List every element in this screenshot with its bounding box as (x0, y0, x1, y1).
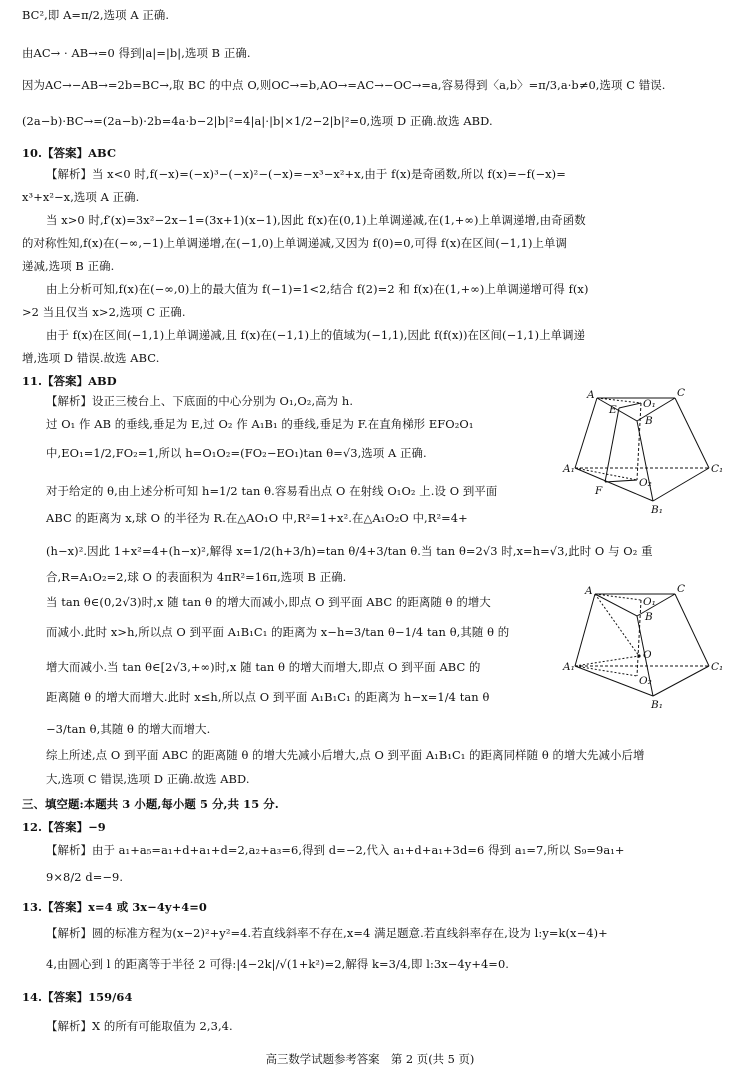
label-O2: O₂ (639, 675, 652, 687)
label-C: C (677, 583, 686, 595)
label-O1: O₁ (643, 398, 656, 410)
text-line: 合,R=A₁O₂=2,球 O 的表面积为 4πR²=16π,选项 B 正确. (46, 570, 347, 584)
label-O1: O₁ (643, 596, 656, 608)
text-line: 由于 f(x)在区间(−1,1)上单调递减,且 f(x)在(−1,1)上的值域为(−1,1),因此 f(f(x))在区间(−1,1)上单调递 (46, 328, 586, 342)
label-C1: C₁ (711, 661, 724, 673)
label-B1: B₁ (651, 699, 663, 711)
question-11-answer: 11.【答案】ABD (22, 374, 117, 388)
label-A1: A₁ (563, 463, 575, 475)
label-A: A (587, 389, 595, 401)
frustum-diagram-1 (565, 388, 725, 518)
label-O: O (643, 649, 652, 661)
question-14-answer: 14.【答案】159/64 (22, 990, 133, 1004)
text-line: (h−x)².因此 1+x²=4+(h−x)²,解得 x=1/2(h+3/h)=tan θ/4+3/tan θ.当 tan θ=2√3 时,x=h=√3,此时 O 与 O₂ 重 (46, 544, 653, 558)
page-footer: 高三数学试题参考答案 第 2 页(共 5 页) (265, 1052, 475, 1066)
text-line: 过 O₁ 作 AB 的垂线,垂足为 E,过 O₂ 作 A₁B₁ 的垂线,垂足为 F.在直角梯形 EFO₂O₁ (46, 417, 474, 431)
text-line: ABC 的距离为 x,球 O 的半径为 R.在△AO₁O 中,R²=1+x².在△A₁O₂O 中,R²=4+ (46, 511, 468, 525)
question-10-answer: 10.【答案】ABC (22, 146, 117, 160)
text-line: 【解析】当 x<0 时,f(−x)=(−x)³−(−x)²−(−x)=−x³−x²+x,由于 f(x)是奇函数,所以 f(x)=−f(−x)= (46, 167, 566, 181)
label-C: C (677, 387, 686, 399)
text-line: 9×8/2 d=−9. (46, 870, 124, 884)
text-line: 对于给定的 θ,由上述分析可知 h=1/2 tan θ.容易看出点 O 在射线 O₁O₂ 上.设 O 到平面 (46, 484, 498, 498)
text-line: BC²,即 A=π/2,选项 A 正确. (22, 8, 170, 22)
label-F: F (595, 485, 603, 497)
text-line: 【解析】X 的所有可能取值为 2,3,4. (46, 1019, 233, 1033)
text-line: 由AC→ · AB→=0 得到|a|=|b|,选项 B 正确. (22, 46, 251, 60)
text-line: 【解析】设正三棱台上、下底面的中心分别为 O₁,O₂,高为 h. (46, 394, 354, 408)
label-B: B (645, 611, 653, 623)
text-line: (2a−b)·BC→=(2a−b)·2b=4a·b−2|b|²=4|a|·|b|×1/2−2|b|²=0,选项 D 正确.故选 ABD. (22, 114, 493, 128)
text-line: 4,由圆心到 l 的距离等于半径 2 可得:|4−2k|/√(1+k²)=2,解得 k=3/4,即 l:3x−4y+4=0. (46, 957, 510, 971)
label-C1: C₁ (711, 463, 724, 475)
text-line: 当 x>0 时,f′(x)=3x²−2x−1=(3x+1)(x−1),因此 f(x)在(0,1)上单调递减,在(1,+∞)上单调递增,由奇函数 (46, 213, 586, 227)
question-13-answer: 13.【答案】x=4 或 3x−4y+4=0 (22, 900, 207, 914)
label-B: B (645, 415, 653, 427)
section-heading: 三、填空题:本题共 3 小题,每小题 5 分,共 15 分. (22, 797, 279, 811)
text-line: x³+x²−x,选项 A 正确. (22, 190, 140, 204)
label-A: A (585, 585, 593, 597)
label-A1: A₁ (563, 661, 575, 673)
text-line: 中,EO₁=1/2,FO₂=1,所以 h=O₁O₂=(FO₂−EO₁)tan θ=√3,选项 A 正确. (46, 446, 427, 460)
text-line: 递减,选项 B 正确. (22, 259, 115, 273)
text-line: 增,选项 D 错误.故选 ABC. (22, 351, 160, 365)
label-O2: O₂ (639, 477, 652, 489)
text-line: 当 tan θ∈(0,2√3)时,x 随 tan θ 的增大而减小,即点 O 到平面 ABC 的距离随 θ 的增大 (46, 595, 491, 609)
label-E: E (609, 404, 617, 416)
text-line: 大,选项 C 错误,选项 D 正确.故选 ABD. (46, 772, 250, 786)
text-line: >2 当且仅当 x>2,选项 C 正确. (22, 305, 186, 319)
text-line: 因为AC→−AB→=2b=BC→,取 BC 的中点 O,则OC→=b,AO→=AC→−OC→=a,容易得到〈a,b〉=π/3,a·b≠0,选项 C 错误. (22, 78, 666, 92)
text-line: −3/tan θ,其随 θ 的增大而增大. (46, 722, 211, 736)
text-line: 由上分析可知,f(x)在(−∞,0)上的最大值为 f(−1)=1<2,结合 f(2)=2 和 f(x)在(1,+∞)上单调递增可得 f(x) (46, 282, 589, 296)
text-line: 而减小.此时 x>h,所以点 O 到平面 A₁B₁C₁ 的距离为 x−h=3/tan θ−1/4 tan θ,其随 θ 的 (46, 625, 510, 639)
frustum-diagram-2 (563, 583, 725, 716)
question-12-answer: 12.【答案】−9 (22, 820, 106, 834)
text-line: 增大而减小.当 tan θ∈[2√3,+∞)时,x 随 tan θ 的增大而增大,即点 O 到平面 ABC 的 (46, 660, 481, 674)
text-line: 的对称性知,f(x)在(−∞,−1)上单调递增,在(−1,0)上单调递减,又因为 f(0)=0,可得 f(x)在区间(−1,1)上单调 (22, 236, 567, 250)
label-B1: B₁ (651, 504, 663, 516)
text-line: 距离随 θ 的增大而增大.此时 x≤h,所以点 O 到平面 A₁B₁C₁ 的距离为 h−x=1/4 tan θ (46, 690, 490, 704)
text-line: 综上所述,点 O 到平面 ABC 的距离随 θ 的增大先减小后增大,点 O 到平面 A₁B₁C₁ 的距离同样随 θ 的增大先减小后增 (46, 748, 645, 762)
text-line: 【解析】圆的标准方程为(x−2)²+y²=4.若直线斜率不存在,x=4 满足题意.若直线斜率存在,设为 l:y=k(x−4)+ (46, 926, 608, 940)
text-line: 【解析】由于 a₁+a₅=a₁+d+a₁+d=2,a₂+a₃=6,得到 d=−2,代入 a₁+d+a₁+3d=6 得到 a₁=7,所以 S₉=9a₁+ (46, 843, 625, 857)
